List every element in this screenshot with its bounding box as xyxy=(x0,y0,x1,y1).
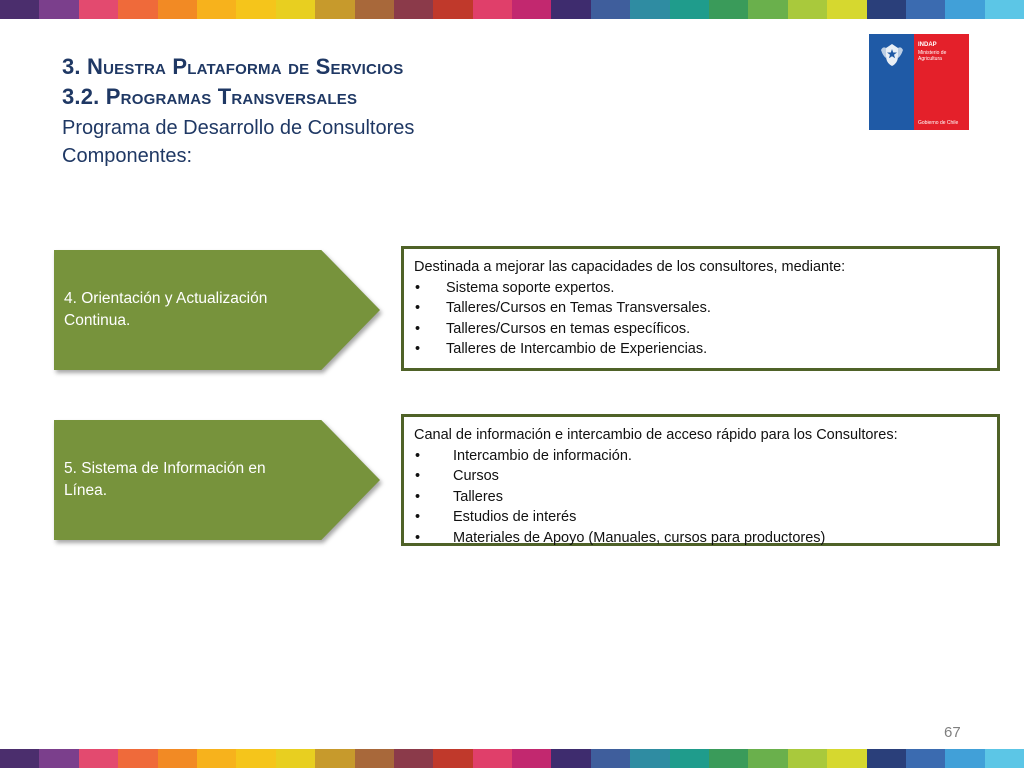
stripe-segment xyxy=(867,0,906,19)
component-description-box xyxy=(401,246,1000,371)
stripe-segment xyxy=(394,0,433,19)
list-item: • Talleres xyxy=(414,487,987,508)
list-item: • Intercambio de información. xyxy=(414,446,987,467)
stripe-segment xyxy=(394,749,433,768)
stripe-segment xyxy=(276,749,315,768)
stripe-segment xyxy=(197,749,236,768)
stripe-segment xyxy=(433,749,472,768)
stripe-segment xyxy=(158,0,197,19)
logo-ministry: Ministerio de Agricultura xyxy=(918,50,947,62)
stripe-segment xyxy=(118,749,157,768)
stripe-segment xyxy=(827,749,866,768)
component-bullet-list xyxy=(414,446,987,549)
subsection-title: 3.2. Programas Transversales xyxy=(62,84,358,109)
stripe-segment xyxy=(551,749,590,768)
stripe-segment xyxy=(788,0,827,19)
component-arrow-5 xyxy=(54,420,380,540)
stripe-segment xyxy=(39,749,78,768)
stripe-segment xyxy=(709,0,748,19)
stripe-segment xyxy=(79,0,118,19)
bottom-color-stripe xyxy=(0,749,1024,768)
stripe-segment xyxy=(315,749,354,768)
stripe-segment xyxy=(591,0,630,19)
stripe-segment xyxy=(591,749,630,768)
stripe-segment xyxy=(0,0,39,19)
stripe-segment xyxy=(551,0,590,19)
stripe-segment xyxy=(315,0,354,19)
stripe-segment xyxy=(118,0,157,19)
stripe-segment xyxy=(0,749,39,768)
list-item: • Talleres/Cursos en Temas Transversales. xyxy=(414,298,987,319)
stripe-segment xyxy=(945,0,984,19)
component-arrow-label: 4. Orientación y Actualización Continua. xyxy=(64,290,268,329)
stripe-segment xyxy=(158,749,197,768)
list-item: • Cursos xyxy=(414,466,987,487)
components-heading: Componentes: xyxy=(62,145,193,167)
page-number: 67 xyxy=(944,724,961,741)
stripe-segment xyxy=(670,0,709,19)
logo-red-panel xyxy=(914,34,969,130)
list-item: • Talleres/Cursos en temas específicos. xyxy=(414,319,987,340)
stripe-segment xyxy=(748,749,787,768)
list-item: • Talleres de Intercambio de Experiencias. xyxy=(414,339,987,360)
stripe-segment xyxy=(985,749,1024,768)
component-arrow-label: 5. Sistema de Información en Línea. xyxy=(64,460,266,499)
component-arrow-4 xyxy=(54,250,380,370)
stripe-segment xyxy=(945,749,984,768)
component-intro: Destinada a mejorar las capacidades de los consultores, mediante: xyxy=(414,259,846,275)
component-bullet-list xyxy=(414,278,987,360)
stripe-segment xyxy=(433,0,472,19)
section-title: 3. Nuestra Plataforma de Servicios xyxy=(62,54,404,79)
stripe-segment xyxy=(276,0,315,19)
stripe-segment xyxy=(473,749,512,768)
program-name: Programa de Desarrollo de Consultores xyxy=(62,117,415,139)
stripe-segment xyxy=(197,0,236,19)
stripe-segment xyxy=(670,749,709,768)
stripe-segment xyxy=(788,749,827,768)
stripe-segment xyxy=(236,749,275,768)
stripe-segment xyxy=(867,749,906,768)
logo-government: Gobierno de Chile xyxy=(918,120,959,126)
stripe-segment xyxy=(827,0,866,19)
stripe-segment xyxy=(512,0,551,19)
list-item: • Estudios de interés xyxy=(414,507,987,528)
stripe-segment xyxy=(985,0,1024,19)
top-color-stripe xyxy=(0,0,1024,19)
stripe-segment xyxy=(355,0,394,19)
stripe-segment xyxy=(709,749,748,768)
stripe-segment xyxy=(355,749,394,768)
logo-org-name: INDAP xyxy=(918,42,937,48)
stripe-segment xyxy=(906,0,945,19)
indap-logo xyxy=(869,34,969,130)
component-intro: Canal de información e intercambio de acceso rápido para los Consultores: xyxy=(414,427,898,443)
stripe-segment xyxy=(630,0,669,19)
stripe-segment xyxy=(906,749,945,768)
list-item: • Sistema soporte expertos. xyxy=(414,278,987,299)
stripe-segment xyxy=(748,0,787,19)
list-item: • Materiales de Apoyo (Manuales, cursos para productores) xyxy=(414,528,987,549)
stripe-segment xyxy=(473,0,512,19)
stripe-segment xyxy=(236,0,275,19)
stripe-segment xyxy=(512,749,551,768)
stripe-segment xyxy=(79,749,118,768)
chile-coat-of-arms-icon xyxy=(877,40,907,70)
stripe-segment xyxy=(39,0,78,19)
logo-blue-panel xyxy=(869,34,914,130)
component-description-box xyxy=(401,414,1000,546)
stripe-segment xyxy=(630,749,669,768)
